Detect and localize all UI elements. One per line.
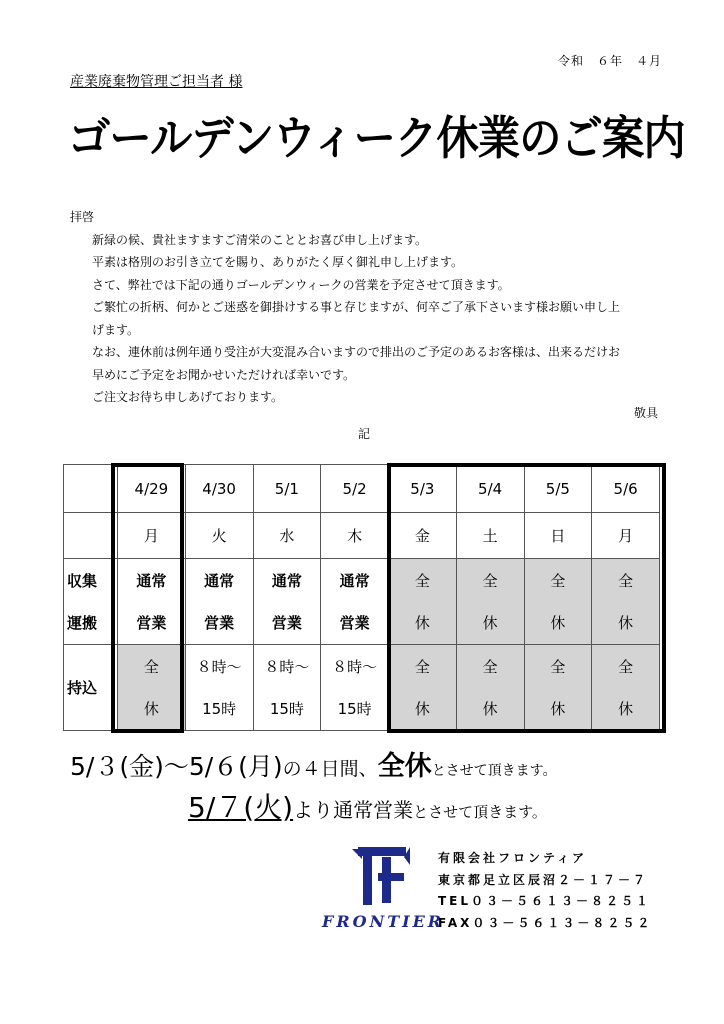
status-text: 休 [618, 700, 634, 719]
status-text: 全 [414, 657, 430, 676]
status-text: 15時 [202, 700, 237, 719]
letter-line: 新緑の候、貴社ますますご清栄のこととお喜び申し上げます。 [92, 232, 428, 247]
status-text: 全 [482, 657, 498, 676]
date-cell: 4/30 [185, 465, 253, 513]
weekday-cell: 金 [389, 513, 457, 559]
date-cell: 5/6 [592, 465, 660, 513]
status-text: 営業 [204, 614, 235, 633]
status-text: 休 [414, 614, 430, 633]
notice-text: とさせて頂きます。 [431, 763, 557, 779]
letter-line: ご注文お待ち申しあげております。 [92, 390, 284, 404]
hours-cell [253, 645, 321, 731]
hours-cell [185, 645, 253, 731]
closed-label: 全休 [377, 751, 432, 782]
date-cell: 5/2 [321, 465, 389, 513]
highlight-box-closed-period [387, 463, 666, 733]
status-text: 休 [482, 614, 498, 633]
corner-cell [64, 465, 118, 513]
row-header-text: 収集 [67, 571, 98, 590]
status-text: 通常 [136, 571, 167, 590]
date-cell: 4/29 [118, 465, 186, 513]
reopen-date: 5/７(火) [188, 791, 294, 824]
status-text: 休 [618, 614, 634, 633]
weekday-cell: 月 [118, 513, 186, 559]
notice-text: とさせて頂きます。 [413, 803, 547, 821]
status-text: 通常 [339, 571, 370, 590]
addressee: 産業廃棄物管理ご担当者 様 [70, 74, 243, 90]
status-text: 休 [143, 700, 159, 719]
status-text: 営業 [136, 614, 167, 633]
status-text: 15時 [337, 700, 372, 719]
status-text: 全 [414, 571, 430, 590]
date-cell: 5/5 [524, 465, 592, 513]
date-cell: 5/4 [456, 465, 524, 513]
status-text: 15時 [269, 700, 304, 719]
hours-cell [321, 645, 389, 731]
letter-body [70, 206, 670, 409]
closed-period: 5/３(金)～5/６(月) [70, 752, 283, 781]
row-header-text: 運搬 [67, 614, 98, 633]
normal-business-label: 通常営業 [333, 798, 414, 822]
status-text: 休 [550, 700, 566, 719]
status-text: 休 [550, 614, 566, 633]
status-cell [253, 559, 321, 645]
frontier-logo [318, 845, 445, 940]
corner-cell [64, 513, 118, 559]
document-date: 令和 ６年 ４月 [557, 54, 662, 68]
status-text: ８時～ [332, 657, 378, 676]
weekday-cell: 木 [321, 513, 389, 559]
status-text: 全 [618, 571, 634, 590]
page-title: ゴールデンウィーク休業のご案内 [68, 111, 685, 165]
weekday-cell: 火 [185, 513, 253, 559]
ki-mark: 記 [358, 427, 371, 441]
notice-line-closed [70, 744, 557, 783]
status-text: 営業 [339, 614, 370, 633]
highlight-box-holiday [111, 463, 184, 733]
notice-text: より [293, 798, 334, 822]
status-text: 全 [550, 571, 566, 590]
row-header-collection [64, 559, 118, 645]
status-cell [185, 559, 253, 645]
date-cell: 5/3 [389, 465, 457, 513]
status-cell [321, 559, 389, 645]
company-tel: TEL０３－５６１３－８２５１ [438, 894, 652, 908]
weekday-cell: 土 [456, 513, 524, 559]
date-cell: 5/1 [253, 465, 321, 513]
row-header-dropoff: 持込 [64, 645, 118, 731]
status-text: 休 [482, 700, 498, 719]
greeting: 拝啓 [70, 210, 95, 224]
logo-wordmark: FRONTIER [322, 912, 445, 931]
status-text: 全 [550, 657, 566, 676]
status-text: ８時～ [264, 657, 310, 676]
status-text: ８時～ [196, 657, 242, 676]
weekday-cell: 水 [253, 513, 321, 559]
letter-line: ご繁忙の折柄、何かとご迷惑を御掛けする事と存じますが、何卒ご了承下さいます様お願い申し上 [92, 300, 621, 314]
notice-line-reopen [188, 786, 547, 826]
letter-line: なお、連休前は例年通り受注が大変混み合いますので排出のご予定のあるお客様は、出来るだけお [92, 345, 621, 359]
weekday-cell: 日 [524, 513, 592, 559]
notice-text: の４日間、 [282, 758, 378, 780]
company-fax: FAX０３－５６１３－８２５２ [438, 915, 653, 930]
letter-line: さて、弊社では下記の通りゴールデンウィークの営業を予定させて頂きます。 [92, 277, 510, 292]
status-text: 通常 [204, 571, 235, 590]
status-text: 全 [143, 657, 159, 676]
status-text: 休 [414, 700, 430, 719]
weekday-cell: 月 [592, 513, 660, 559]
status-text: 全 [482, 571, 498, 590]
status-text: 営業 [271, 614, 302, 633]
letter-line: げます。 [92, 322, 140, 337]
status-text: 通常 [271, 571, 302, 590]
company-address: 東京都足立区辰沼２－１７－７ [438, 872, 649, 887]
status-text: 全 [618, 657, 634, 676]
letter-line: 早めにご予定をお聞かせいただければ幸いです。 [92, 367, 356, 382]
company-block [438, 848, 652, 934]
letter-line: 平素は格別のお引き立てを賜り、ありがたく厚く御礼申し上げます。 [92, 255, 464, 269]
closing: 敬具 [633, 406, 658, 420]
company-name: 有限会社フロンティア [438, 851, 588, 865]
